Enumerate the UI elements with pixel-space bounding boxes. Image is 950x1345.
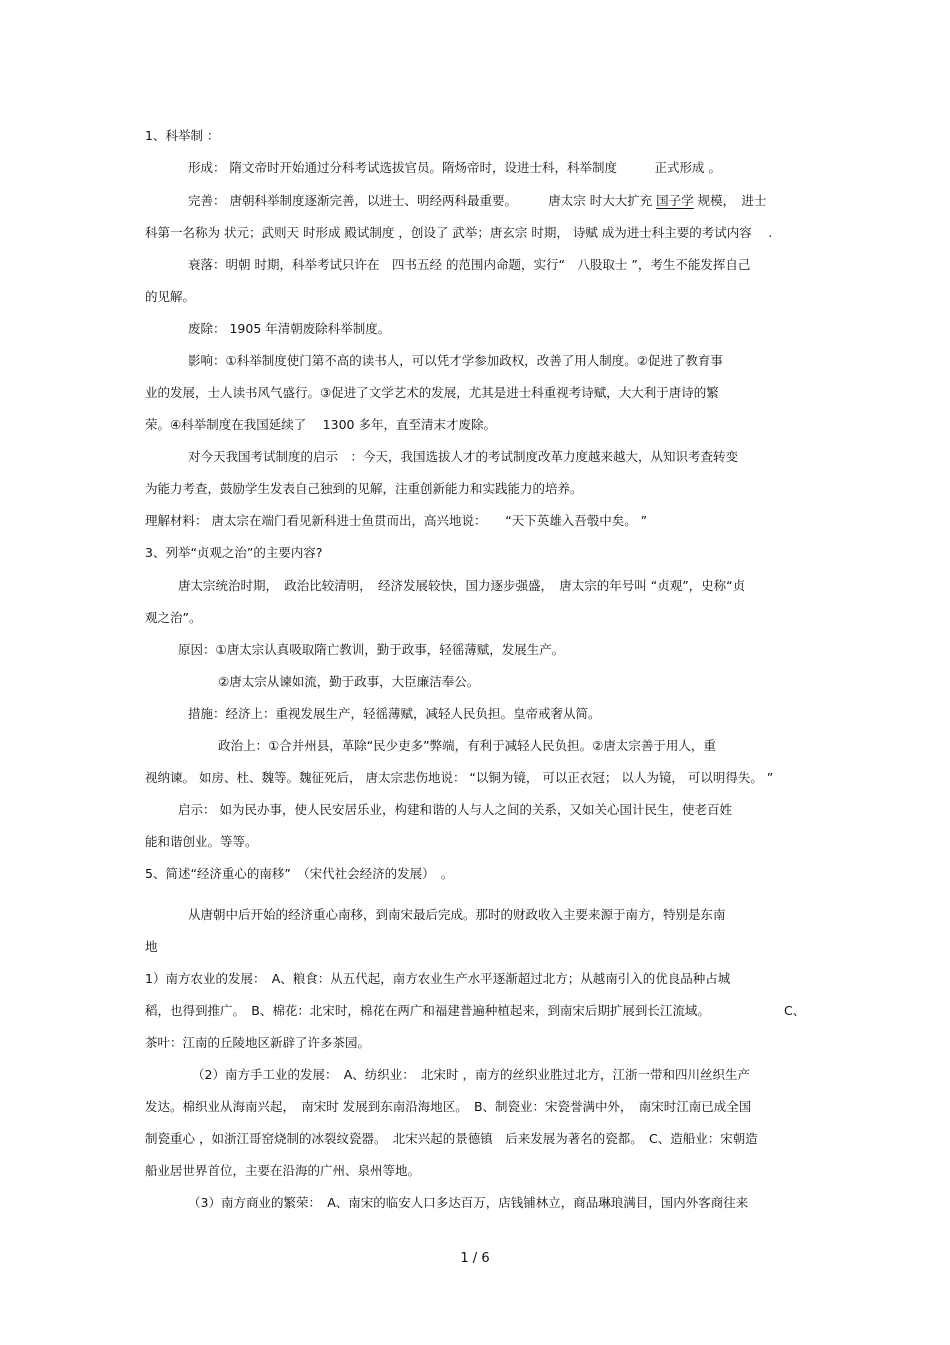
paragraph-line: 观之治”。 bbox=[145, 610, 202, 625]
page-number: 1 / 6 bbox=[460, 1251, 490, 1266]
paragraph-politics: 政治上：①合并州县，革除“民少吏多”弊端，有利于减轻人民负担。②唐太宗善于用人，重 bbox=[218, 738, 716, 753]
paragraph-line: 科第一名称为 状元；武则天 时形成 殿试制度 ，创设了 武举；唐玄宗 时期， 诗赋 成为进士科主要的考试内容 . bbox=[145, 225, 773, 240]
paragraph-line: 发达。棉织业从海南兴起， 南宋时 发展到东南沿海地区。 B、制瓷业：宋瓷誉满中外， 南宋时江南已成全国 bbox=[145, 1099, 752, 1114]
paragraph-inspiration: 对今天我国考试制度的启示 ：今天，我国选拔人才的考试制度改革力度越来越大，从知识考查转变 bbox=[188, 449, 739, 464]
paragraph-line: 视纳谏。 如房、杜、魏等。魏征死后， 唐太宗悲伤地说： “以铜为镜， 可以正衣冠； 以人为镜， 可以明得失。 ” bbox=[145, 770, 774, 785]
heading-zhenguan: 3、列举“贞观之治”的主要内容? bbox=[145, 545, 323, 560]
paragraph-line-end: C、 bbox=[784, 1003, 806, 1018]
heading-economy: 5、简述“经济重心的南移” （宋代社会经济的发展） 。 bbox=[145, 866, 454, 881]
paragraph-reason: 原因：①唐太宗认真吸取隋亡教训，勤于政事，轻徭薄赋，发展生产。 bbox=[178, 642, 565, 657]
paragraph-line: 船业居世界首位，主要在沿海的广州、泉州等地。 bbox=[145, 1163, 421, 1178]
paragraph-material: 理解材料： 唐太宗在端门看见新科进士鱼贯而出，高兴地说： “天下英雄入吾彀中矣。 ” bbox=[145, 513, 648, 528]
paragraph-line: 能和谐创业。等等。 bbox=[145, 834, 258, 849]
paragraph-economy: 从唐朝中后开始的经济重心南移，到南宋最后完成。那时的财政收入主要来源于南方，特别是东南 bbox=[188, 907, 726, 922]
paragraph-abolition: 废除： 1905 年清朝废除科举制度。 bbox=[188, 321, 391, 336]
paragraph-line: 稻，也得到推广。 B、棉花：北宋时，棉花在两广和福建普遍种植起来，到南宋后期扩展到长江流域。 bbox=[145, 1003, 710, 1018]
paragraph-improvement bbox=[188, 192, 766, 210]
paragraph-line: 业的发展，士人读书风气盛行。③促进了文学艺术的发展，尤其是进士科重视考诗赋，大大利于唐诗的繁 bbox=[145, 385, 719, 400]
paragraph-decline: 衰落：明朝 时期，科举考试只许在 四书五经 的范围内命题，实行“ 八股取士 ”，考生不能发挥自己 bbox=[188, 257, 751, 272]
paragraph-line: 为能力考查，鼓励学生发表自己独到的见解，注重创新能力和实践能力的培养。 bbox=[145, 481, 583, 496]
paragraph-line: 地 bbox=[145, 939, 158, 954]
text-run: 完善： 唐朝科举制度逐渐完善，以进士、明经两科最重要。 唐太宗 时大大扩充 bbox=[188, 193, 657, 208]
paragraph-commerce: （3）南方商业的繁荣： A、南宋的临安人口多达百万，店钱铺林立，商品琳琅满目，国内外客商往来 bbox=[188, 1195, 749, 1210]
paragraph-influence: 影响：①科举制度使门第不高的读书人，可以凭才学参加政权，改善了用人制度。②促进了教育事 bbox=[188, 353, 723, 368]
paragraph-revelation: 启示： 如为民办事，使人民安居乐业，构建和谐的人与人之间的关系，又如关心国计民生，使老百姓 bbox=[178, 802, 732, 817]
paragraph-formation: 形成： 隋文帝时开始通过分科考试选拔官员。隋炀帝时，设进士科，科举制度 正式形成 。 bbox=[188, 160, 721, 175]
heading-keju: 1、科举制 ： bbox=[145, 128, 220, 143]
text-run: 规模， 进士 bbox=[693, 193, 767, 208]
paragraph-measures: 措施：经济上：重视发展生产，轻徭薄赋，减轻人民负担。皇帝戒奢从简。 bbox=[188, 706, 601, 721]
paragraph-line: 茶叶：江南的丘陵地区新辟了许多茶园。 bbox=[145, 1035, 371, 1050]
paragraph-agriculture: 1）南方农业的发展： A、粮食：从五代起，南方农业生产水平逐渐超过北方；从越南引入的优良品种占城 bbox=[145, 971, 731, 986]
paragraph-zhenguan: 唐太宗统治时期， 政治比较清明， 经济发展较快，国力逐步强盛， 唐太宗的年号叫 “贞观”，史称“贞 bbox=[178, 578, 746, 593]
paragraph-handicraft: （2）南方手工业的发展： A、纺织业： 北宋时 ，南方的丝织业胜过北方，江浙一带和四川丝织生产 bbox=[192, 1067, 750, 1082]
paragraph-line: 的见解。 bbox=[145, 289, 196, 304]
paragraph-line: 荣。④科举制度在我国延续了 1300 多年，直至清末才废除。 bbox=[145, 417, 496, 432]
underlined-term: 国子学 bbox=[656, 193, 694, 208]
paragraph-reason-2: ②唐太宗从谏如流，勤于政事，大臣廉洁奉公。 bbox=[218, 674, 480, 689]
paragraph-line: 制瓷重心 ，如浙江哥窑烧制的冰裂纹瓷器。 北宋兴起的景德镇 后来发展为著名的瓷都。 C、造船业：宋朝造 bbox=[145, 1131, 758, 1146]
